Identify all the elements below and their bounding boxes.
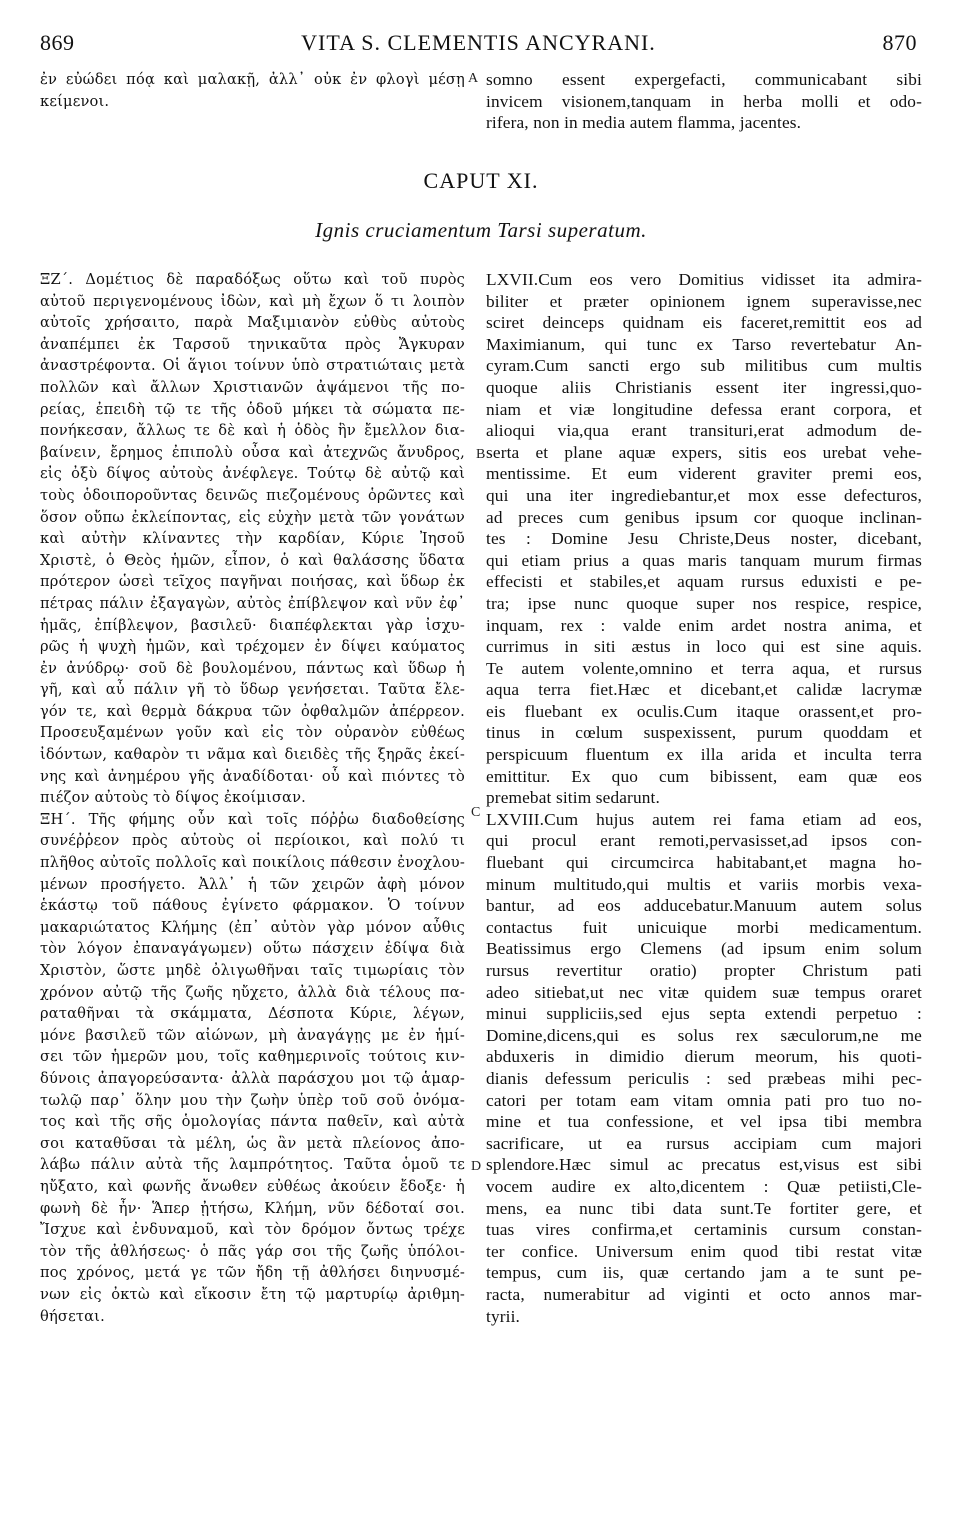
text-line: συνέῤῥεον πρὸς αὐτοὺς οἱ περίοικοι, καὶ πολύ τι [40, 832, 465, 850]
text-line: πλῆθος αὐτοῖς πολλοῖς καὶ ποικίλοις πάθεσιν ἐνοχλου- [40, 854, 465, 872]
text-line: φωνὴ δὲ ἦν· Ἅπερ ᾐτήσω, Κλήμη, νῦν δέδοταί σοι. [40, 1199, 465, 1217]
text-line: πιέζον αὐτοὺς τὸ δίψος ἐκοίμισαν. [40, 789, 306, 807]
text-line: rifera, non in media autem flamma, jacentes. [486, 113, 802, 133]
text-line: πέτρας πάλιν ἐξαγαγὼν, αὐτὸς ἐπίβλεψον καὶ νῦν ἐφ᾽ [40, 594, 465, 612]
text-line: ἀναστρέφοντα. Οἱ ἅγιοι τοίνυν ὑπὸ στρατιώταις μετὰ [40, 357, 465, 375]
latin-column-continuation [486, 69, 922, 134]
text-line: ἑκάστῳ τοῦ πάθους ἐγίνετο φάρμακον. Ὁ τοίνυν [40, 897, 465, 915]
text-line: ter confice. Universum enim quod tibi restat vitæ [486, 1241, 922, 1261]
text-line: Beatissimus ergo Clemens (ad ipsum enim solum [486, 939, 922, 959]
text-line: ἐν ἀνύδρῳ· σοῦ δὲ βουλομένου, πάντως καὶ ὕδωρ ἡ [40, 659, 465, 677]
text-line: ρῶς ἡ ψυχὴ ἡμῶν, καὶ τρέχομεν ἐν δίψει καύματος [40, 638, 465, 656]
text-line: θήσεται. [40, 1307, 105, 1325]
text-line: ρείας, ἐπειδὴ τῷ τε τῆς ὁδοῦ μήκει τὰ σώματα πε- [40, 400, 465, 418]
text-line: τωλῷ παρ᾽ ὅλην μου τὴν ζωὴν ὑπὲρ τοῦ σοῦ ὀνόμα- [40, 1091, 465, 1109]
text-line: minum multitudo,qui multis et variis morbis vexa- [486, 874, 922, 894]
text-line: βαίνειν, ἔρημος ἐπιπολὺ οὖσα καὶ ἀτεχνῶς ἄνυδρος, [40, 443, 465, 461]
text-line: ραταθῆναι τὰ σκάμματα, Δέσποτα Κύριε, λέγων, [40, 1005, 465, 1023]
text-line: τος καὶ τῆς σῆς ὁμολογίας πάντα παθεῖν, καὶ αὐτὰ [40, 1113, 465, 1131]
chapter-subtitle: Ignis cruciamentum Tarsi superatum. [315, 218, 647, 242]
text-line: qui una iter ingrediebantur,et mox esse defecturos, [486, 485, 922, 505]
text-line: tempus, cum iis, quæ certando jam a te sunt pe- [486, 1263, 922, 1283]
text-line: Χριστὲ, ὁ Θεὸς ἡμῶν, εἶπον, ὁ καὶ θαλάσσης ὕδατα [40, 551, 465, 569]
page-number-left: 869 [40, 30, 75, 55]
running-header [40, 30, 917, 60]
text-line: fluebant qui circumcirca habitabant,et magna ho- [486, 853, 922, 873]
text-line: σει τῶν ἡμερῶν μου, τοῖς καθημερινοῖς τούτοις κιν- [40, 1048, 465, 1066]
margin-letter-b: B [476, 447, 486, 462]
text-line: εἰς ὀξὺ δίψος αὐτοὺς ἀνέφλεγε. Τούτῳ δὲ αὐτῷ καὶ [40, 465, 465, 483]
text-line: πος χρόνος, μετά γε τῶν ἤδη τῇ ἀθλήσει διηνυσμέ- [40, 1264, 465, 1282]
text-line: μένων προσήγετο. Ἀλλ᾽ ἡ τῶν χειρῶν ἀφὴ μόνον [40, 875, 465, 893]
text-line: Προσευξαμένων γοῦν καὶ εἰς τὸν οὐρανὸν εὐθέως [40, 724, 465, 742]
text-line: τὸν τῆς ἀθλήσεως· ὁ πᾶς γάρ σοι τῆς ζωῆς ὑπόλοι- [40, 1242, 465, 1260]
greek-text-column [40, 269, 465, 1327]
text-line: πονήκεσαν, ἄλλως τε δὲ καὶ ἡ ὁδὸς ἣν ἔμελλον δια- [40, 422, 465, 440]
text-line: niam et viæ longitudine defessa erant corpora, et [486, 399, 922, 419]
text-line: ὅσον οὔπω ἐκλείποντας, εἰς εὐχὴν μετὰ τῶν γονάτων [40, 508, 465, 526]
text-line: Te autem volente,omnino et terra aqua, et rursus [486, 658, 922, 678]
text-line: τὸν λόγον ἐπαναγάγωμεν) οὕτω πάσχειν ἐδίψα διὰ [40, 940, 465, 958]
page-number-right: 870 [882, 30, 917, 55]
text-line: emittitur. Ex quo cum bibissent, eam quæ eos [486, 766, 922, 786]
text-line: mens, ea nunc tibi data sunt.Te fortiter gere, et [486, 1198, 922, 1218]
text-line: serta et plane aquæ expers, sitis eos urebat vehe- [486, 442, 922, 462]
text-line: aqua terra fiet.Hæc et dicebant,et calidæ lacrymæ [486, 680, 922, 700]
text-line: μόνε βασιλεῦ τῶν αἰώνων, μὴ ἀναγάγῃς με ἐν ἡμί- [40, 1026, 465, 1044]
text-line: Χριστὸν, ὥστε μηδὲ ὀλιγωθῆναι ταῖς τιμωρίαις τὸν [40, 962, 465, 979]
text-line: λάβω πάλιν αὐτὰ τῆς λαμπρότητος. Ταῦτα ὁμοῦ τε [40, 1156, 465, 1174]
text-line: ἐν εὐώδει πόᾳ καὶ μαλακῇ, ἀλλ᾽ οὐκ ἐν φλογὶ μέσῃ [40, 71, 465, 88]
text-line: Domine,dicens,qui es solus rex sæculorum,ne me [486, 1025, 922, 1045]
text-line: qui etiam prius a quas maris tanquam murum firmas [486, 550, 922, 570]
text-line: σοι καταθῦσαι τὰ μέλη, ὡς ἂν μετὰ πλείονος ἀπο- [40, 1134, 465, 1152]
text-line: sacrificare, ut ea rursus accipiam cum majori [486, 1133, 922, 1153]
text-line: tinus in cœlum suspexissent, purum quoddam et [486, 723, 922, 743]
chapter-title: CAPUT XI. [423, 168, 539, 193]
margin-letter-d: D [471, 1159, 482, 1174]
text-line: tyrii. [486, 1306, 521, 1326]
text-line: splendore.Hæc simul ac precatus est,visus est sibi [486, 1155, 922, 1175]
text-line: ἀναπέμπει ἐκ Ταρσοῦ τηνικαῦτα πρὸς Ἄγκυραν [40, 335, 465, 353]
text-line: adeo sitiebat,ut nec vitæ quidem suæ tempus oraret [486, 982, 922, 1002]
text-line: minui suppliciis,sed ejus septa extendi perpetuo : [486, 1004, 922, 1024]
text-line: bantur, ad eos adducebatur.Manuum autem solus [486, 896, 922, 916]
running-title: VITA S. CLEMENTIS ANCYRANI. [301, 30, 656, 55]
text-line: ad preces cum genibus ipsum cor quoque inclinan- [486, 507, 922, 527]
text-line: δύνοις ἀπαγορεύσαντα· ἀλλὰ παράσχου μοι τῷ ἁμαρ- [40, 1069, 465, 1087]
text-line: sciret deinceps quidnam eis faceret,remittit eos ad [486, 313, 922, 333]
text-line: rursus revertitur oratio) propter Christum pati [486, 961, 922, 980]
text-line: Ἴσχυε καὶ ἐνδυναμοῦ, καὶ τὸν δρόμον ὄντως τρέχε [40, 1221, 465, 1239]
text-line: γόν τε, καὶ θερμὰ δάκρυα τῶν ὀφθαλμῶν ἀπέρρεον. [40, 702, 465, 720]
text-line: currimus in siti æstus in loco qui est sine aquis. [486, 637, 922, 657]
greek-column-continuation [40, 69, 465, 112]
text-line: νης καὶ ἀνημέρου γῆς ἀναδίδοται· οὗ καὶ πιόντες τὸ [40, 767, 465, 785]
text-line: catori per totam eam vitam omnia pati pro tuo no- [486, 1090, 922, 1110]
text-line: effecisti et stabiles,et aquam rursus eduxisti e pe- [486, 572, 922, 592]
latin-text-column [486, 269, 922, 1327]
text-line: τοὺς ὁδοιποροῦντας δεινῶς πιεζομένους ὁρῶντες καὶ [40, 486, 465, 504]
margin-letter-c: C [471, 805, 481, 820]
text-line: mine et tua confessione, et vel ipsa tibi membra [486, 1112, 922, 1132]
margin-letter-a: A [468, 71, 479, 86]
text-line: καὶ αὐτὴν κλίναντες τὴν καρδίαν, Κύριε Ἰησοῦ [40, 530, 465, 548]
text-line: contactus fuit unicuique morbi medicamentum. [486, 917, 922, 937]
text-line: premebat sitim sedarunt. [486, 788, 660, 808]
text-line: biliter et præter opinionem ignem superavisse,nec [486, 291, 922, 311]
text-line: alioqui via,qua erant transituri,erat admodum de- [486, 421, 922, 441]
text-line: racta, numerabitur ad viginti et octo annos mar- [486, 1284, 922, 1304]
text-line: dianis defessum periculis : sed præbeas mihi pec- [486, 1068, 922, 1088]
text-line: πρότερον ὡσεὶ τεῖχος παγῆναι ποιήσας, καὶ ὕδωρ ἐκ [40, 573, 465, 591]
text-line: αὐτοῦ περιγενομένους ἰδὼν, καὶ μὴ ἔχων ὅ τι λοιπὸν [40, 292, 465, 310]
text-line: ΞΗ΄. Τῆς φήμης οὖν καὶ τοῖς πόῤῥω διαδοθείσης [40, 810, 465, 828]
text-line: tra; ipse nunc quoque super nos respice, respice, [486, 593, 922, 613]
text-line: mentissime. Et eum viderent graviter premi eos, [486, 464, 922, 484]
text-line: LXVII.Cum eos vero Domitius vidisset ita admira- [486, 270, 922, 289]
text-line: ἰδόντων, καθαρὸν τι νᾶμα καὶ διειδὲς τῆς ξηρᾶς ἐκεί- [40, 746, 465, 764]
text-line: tuas vires confirma,et certaminis cursum constan- [486, 1220, 922, 1240]
text-line: inquam, rex : valde enim ardet nostra anima, et [486, 615, 922, 635]
text-line: somno essent expergefacti, communicabant sibi [486, 70, 922, 89]
text-line: πολλῶν καὶ ἄλλων Χριστιανῶν ἀψάμενοι τῆς πο- [40, 378, 465, 396]
text-line: μακαριώτατος Κλήμης (ἐπ᾽ αὐτὸν γὰρ μόνον αὖθις [40, 918, 465, 936]
text-line: νων εἰς ὀκτὼ καὶ εἴκοσιν ἔτη τῷ μαρτυρίῳ ἀριθμη- [40, 1285, 465, 1303]
text-line: vocem audire ex alto,dicentem : Quæ petiisti,Cle- [486, 1176, 922, 1196]
text-line: χρόνον αὐτῷ τῆς ζωῆς ηὔχετο, ἀλλὰ διὰ τέλους πα- [40, 983, 465, 1001]
text-line: LXVIII.Cum hujus autem rei fama etiam ad eos, [486, 809, 922, 829]
text-line: Maximianum, qui tunc ex Tarso revertebatur An- [486, 334, 922, 354]
text-line: perspicuum fluentum ex illa arida et inculta terra [486, 745, 922, 765]
text-line: tes : Domine Jesu Christe,Deus noster, dicebant, [486, 529, 922, 549]
text-line: eis fluebant ex oculis.Cum itaque orassent,et pro- [486, 701, 922, 721]
text-line: abduxeris in dimidio dierum meorum, his quoti- [486, 1047, 922, 1067]
text-line: invicem visionem,tanquam in herba molli et odo- [486, 91, 922, 111]
text-line: κείμενοι. [40, 92, 110, 110]
text-line: quoque aliis Christianis essent iter ingressi,quo- [486, 377, 922, 397]
text-line: ηὔξατο, καὶ φωνῆς ἄνωθεν εὐθέως ἀκούειν ἔδοξε· ἡ [40, 1177, 465, 1195]
text-line: ἡμᾶς, ἐπίβλεψον, βασιλεῦ· διαπέφλεκται γὰρ ἰσχυ- [40, 616, 465, 634]
text-line: cyram.Cum sancti ergo sub militibus cum multis [486, 356, 922, 376]
text-line: γῆ, καὶ αὖ πάλιν γῆ τὸ ὕδωρ γενήσεται. Ταῦτα ἔλε- [40, 681, 465, 699]
text-line: qui procul erant remoti,pervasisset,ad ipsos con- [486, 831, 922, 851]
text-line: ΞΖ΄. Δομέτιος δὲ παραδόξως οὕτω καὶ τοῦ πυρὸς [40, 271, 465, 288]
text-line: αὐτοῖς χρήσαιτο, παρὰ Μαξιμιανὸν εὐθὺς αὐτοὺς [40, 314, 465, 332]
